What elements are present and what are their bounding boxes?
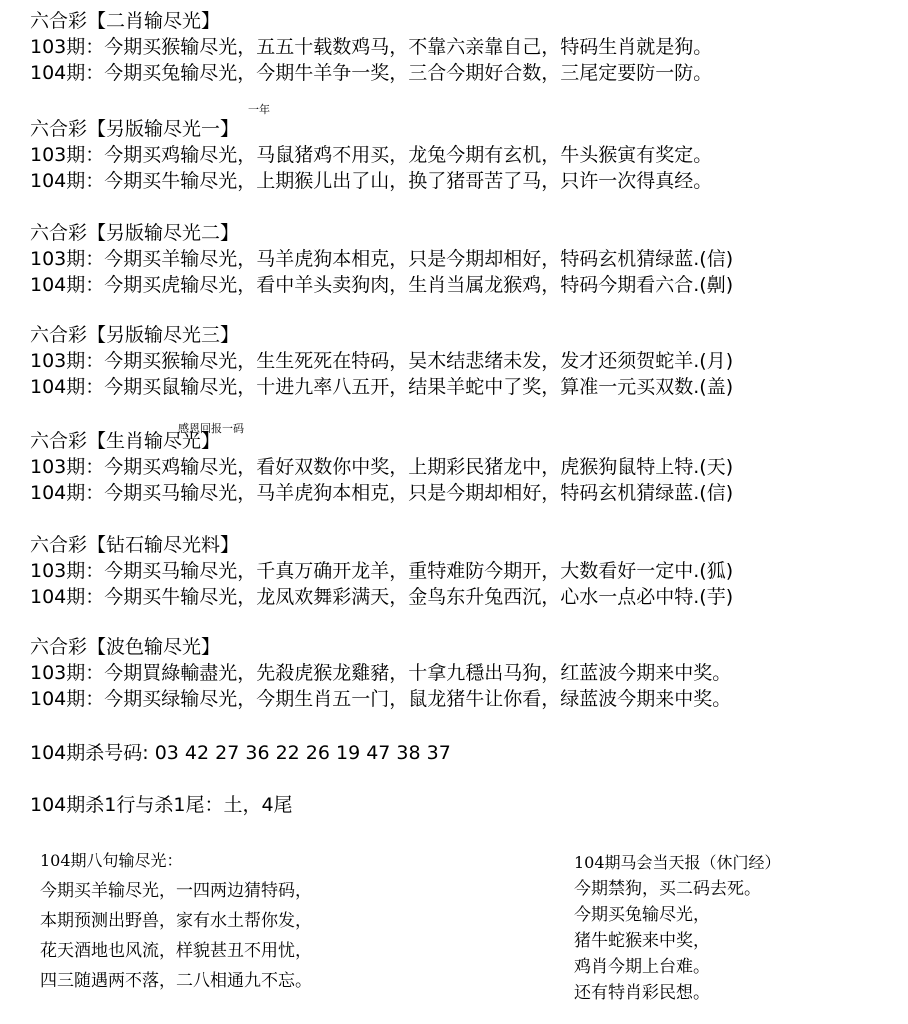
period-line: 103期：今期买羊输尽光，马羊虎狗本相克，只是今期却相好，特码玄机猜绿蓝.(信) — [30, 248, 734, 270]
section-1 — [30, 8, 900, 86]
period-line: 103期：今期买马输尽光，千真万确开龙羊，重特难防今期开，大数看好一定中.(狐) — [30, 560, 734, 582]
section-title: 六合彩【生肖输尽光】 — [30, 430, 221, 452]
period-line: 104期：今期买绿输尽光，今期生肖五一门，鼠龙猪牛让你看，绿蓝波今期来中奖。 — [30, 688, 732, 710]
period-line: 103期：今期买猴输尽光，五五十载数鸡马，不靠六亲靠自己，特码生肖就是狗。 — [30, 36, 713, 58]
poem-line: 今期买兔输尽光， — [574, 905, 710, 925]
period-line: 103期：今期买鸡输尽光，看好双数你中奖，上期彩民猪龙中，虎猴狗鼠特上特.(天) — [30, 456, 734, 478]
section-6 — [30, 532, 900, 610]
section-7 — [30, 634, 900, 712]
handwritten-note: 感恩回报一码 — [178, 422, 244, 435]
poem-left — [40, 846, 312, 996]
period-line: 104期：今期买马输尽光，马羊虎狗本相克，只是今期却相好，特码玄机猜绿蓝.(信) — [30, 482, 734, 504]
poem-title: 104期八句输尽光： — [40, 851, 183, 870]
section-4 — [30, 322, 900, 400]
period-line: 104期：今期买牛输尽光，龙凤欢舞彩满天，金鸟东升兔西沉，心水一点必中特.(芋) — [30, 586, 734, 608]
handwritten-note: 一年 — [248, 103, 270, 116]
poem-line: 花天酒地也风流，样貌甚丑不用忧， — [40, 941, 312, 961]
poem-line: 猪牛蛇猴来中奖， — [574, 931, 710, 951]
section-title: 六合彩【波色输尽光】 — [30, 636, 221, 658]
poem-line: 还有特肖彩民想。 — [574, 983, 710, 1003]
period-line: 104期：今期买虎输尽光，看中羊头卖狗肉，生肖当属龙猴鸡，特码今期看六合.(劓) — [30, 274, 734, 296]
section-title: 六合彩【钻石输尽光料】 — [30, 534, 240, 556]
poem-line: 今期买羊输尽光，一四两边猜特码， — [40, 881, 312, 901]
section-3 — [30, 220, 900, 298]
period-line: 103期：今期买猴输尽光，生生死死在特码，吴木结悲绪未发，发才还须贺蛇羊.(月) — [30, 350, 734, 372]
section-2 — [30, 116, 900, 194]
period-line: 103期：今期買綠輸盡光，先殺虎猴龙雞豬，十拿九穩出马狗，红蓝波今期来中奖。 — [30, 662, 732, 684]
poem-line: 今期禁狗，买二码去死。 — [574, 879, 761, 899]
poem-line: 四三随遇两不落，二八相通九不忘。 — [40, 971, 312, 991]
period-line: 103期：今期买鸡输尽光，马鼠猪鸡不用买，龙兔今期有玄机，牛头猴寅有奖定。 — [30, 144, 713, 166]
period-line: 104期：今期买牛输尽光，上期猴儿出了山，换了猪哥苦了马，只许一次得真经。 — [30, 170, 713, 192]
poem-line: 鸡肖今期上台难。 — [574, 957, 710, 977]
kill-numbers: 104期杀号码: 03 42 27 36 22 26 19 47 38 37 — [30, 742, 451, 764]
poem-title: 104期马会当天报（休门经） — [574, 853, 781, 872]
section-title: 六合彩【另版输尽光三】 — [30, 324, 240, 346]
section-title: 六合彩【另版输尽光二】 — [30, 222, 240, 244]
section-5 — [30, 428, 900, 506]
period-line: 104期：今期买兔输尽光，今期牛羊争一奖，三合今期好合数，三尾定要防一防。 — [30, 62, 713, 84]
period-line: 104期：今期买鼠输尽光，十进九率八五开，结果羊蛇中了奖，算准一元买双数.(盖) — [30, 376, 734, 398]
kill-tail: 104期杀1行与杀1尾：土，4尾 — [30, 794, 293, 816]
poem-line: 本期预测出野兽，家有水土帮你发， — [40, 911, 312, 931]
section-title: 六合彩【另版输尽光一】 — [30, 118, 240, 140]
section-title: 六合彩【二肖输尽光】 — [30, 10, 221, 32]
poem-right — [574, 850, 781, 1006]
